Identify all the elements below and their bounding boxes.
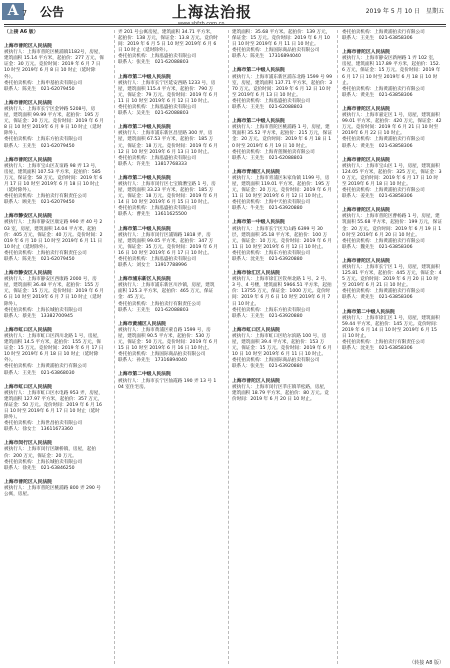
notice-body: 被执行人：上海市浦东新区昌里路 300 弄，房屋，建筑面积 67.53 平方米，起拍价：185 万元，保证金：18 万元。竞价时间：2019 年 6 月 12 日 10 时至 2019年 6 月 13 日 10 时止。 委托拍卖机构：上海泓盛拍卖有限公司 联系人：许先生 13817768333 [118, 131, 218, 167]
notice-body: 被执行人：上海市静安区新闸路 1 弄 102 室，房屋，建筑面积 117.89 平方米，起拍价：152.6 万元，保证金：15 万元。竞价时间：2019 年 6 月 17 日 10 时至 2019年 6 月 18 日 10 时止。 委托拍卖机构：上海黄浦拍卖行有限公司 联系人：黄先生 021-63858306 [342, 56, 441, 98]
header-rule [4, 24, 446, 25]
court-name: 上海市普陀区人民法院 [342, 50, 390, 56]
notice-body: 被执行人：上海市闵行区浦锦路 1818 弄，房屋，建筑面积 99.05 平方米，起拍价：347 万元，保证金：35 万元。竞价时间：2019 年 6 月 16 日 10 时至 2019年 6 月 17 日 10 时止。 委托拍卖机构：上海泓盛拍卖有限公司 联系人：刘女士 13917788996 [118, 232, 218, 269]
notice-body: 弄 201 号公寓房屋，建筑面积 34.71 平方米，起拍价：138 万元，保证金：13.8 万元。竞价时间：2019 年 6 月 5 日 10 时至 2019年 6 月 6 日 10 时止（延时除外）。 委托拍卖机构：上海泓盛拍卖有限公司 联系人：张先生 021-62088803 [118, 30, 219, 66]
notice-body: 被执行人：上海市普陀区桃浦路 1 号，房屋，建筑面积 35.52 平方米，起拍价：215 万元，保证金：20 万元。竞价时间：2019 年 6 月 18 日 10 时至 2019年 6 月 19 日 10 时止。 委托拍卖机构：上海青莲阁拍卖有限公司 联系人：王先生 021-62088803 [232, 125, 332, 161]
court-name: 上海市普陀区人民法院 [4, 157, 52, 163]
court-name: 上海市第二中级人民法院 [118, 125, 171, 131]
column-divider [114, 30, 115, 664]
auction-notice [232, 30, 332, 60]
auction-notice [118, 322, 218, 365]
auction-notice [118, 30, 218, 67]
notice-body: 被执行人：上海市长宁区 1 号，房屋，建筑面积 125.81 平方米，起拍价：445 万元，保证金：45 万元。竞价时间：2019 年 6 月 20 日 10 时至 2019年 6 月 21 日 10 时止。 委托拍卖机构：上海黄浦拍卖行有限公司 联系人：黄先生 021-63858306 [342, 265, 442, 301]
auction-notice [232, 379, 332, 403]
court-name: 上海市第二中级人民法院 [118, 74, 171, 80]
notice-body: 被执行人：上海市静安区西康路 2000 号，房屋，建筑面积 36.48 平方米，起拍价：155 万元，保证金：15 万元。竞价时间：2019 年 6 月 6 日 10 时至 2019年 6 月 7 日 10 时止（延时除外）。 委托拍卖机构：上海长城拍卖有限公司 联系人：蔡先生 13382700945 [4, 277, 104, 319]
notice-body: 被执行人：上海市普陀区曹杨路 1 号，房屋，建筑面积 55.68 平方米，起拍价：199 万元，保证金：20 万元。竞价时间：2019 年 6 月 19 日 10 时至 2019年 6 月 20 日 10 时止。 委托拍卖机构：上海黄浦拍卖行有限公司 联系人：魏先生 021-63858306 [342, 214, 442, 250]
auction-notice [118, 75, 218, 118]
court-name: 上海市第二中级人民法院 [342, 309, 395, 315]
page-badge [2, 3, 34, 20]
auction-notice [342, 310, 442, 353]
auction-notice [232, 170, 332, 213]
court-name: 上海市第二中级人民法院 [232, 68, 285, 74]
auction-notice [342, 208, 442, 251]
notice-body: 被执行人：上海市普陀区桃浦路 800 弄 290 号公寓，房屋。 [4, 485, 101, 497]
court-name: 上海市普陀区人民法院 [4, 44, 52, 50]
auction-notice [342, 30, 442, 42]
auction-notice [4, 328, 104, 377]
court-name: 上海市普陀区人民法院 [342, 157, 390, 163]
column-2 [118, 30, 218, 664]
court-name: 上海市第一中级人民法院 [232, 220, 285, 226]
notice-body: 被执行人：上海市长宁区仙霞路 190 弄 13 号 104 室住宅房。 [118, 378, 217, 390]
court-name: 上海市普陀区人民法院 [4, 479, 52, 485]
notice-body: 被执行人：上海市嘉定区 1 号，房屋，建筑面积 99.01 平方米，起拍价：420 万元，保证金：42 万元。竞价时间：2019 年 6 月 21 日 10 时至 2019年 6 月 22 日 10 时止。 委托拍卖机构：上海黄浦拍卖行有限公司 联系人：黄先生 021-63858306 [342, 113, 442, 149]
notice-body: 被执行人：上海市虹口区四川北路 1 号，房屋，建筑面积 14.5 平方米，起拍价：155 万元，保证金：15 万元。竞价时间：2019 年 6 月 17 日 10 时至 2019年 6 月 18 日 10 时止（延时除外）。 委托拍卖机构：上海黄浦拍卖行有限公司 联系人：王先生 021-63868030 [4, 333, 104, 376]
court-name: 上海市普陀区人民法院 [342, 208, 390, 214]
notice-columns [4, 30, 446, 664]
court-name: 上海市普陀区人民法院 [232, 378, 280, 384]
auction-notice [118, 277, 218, 314]
court-name: 上海市普陀区人民法院 [342, 106, 390, 112]
auction-notice [4, 44, 104, 93]
auction-notice [232, 328, 332, 371]
notice-body: 被执行人：上海市长宁区金钟路 5208号，房屋，建筑面积 99.99 平方米，起拍价：195 万元，保证金：20 万元。竞价时间：2019 年 6 月 8 日 10 时至 2019年 6 月 9 日 10 时止（延时除外）。 委托拍卖机构：上海东方拍卖有限公司 联系人：王先生 021-62079450 [4, 106, 104, 149]
column-divider [228, 30, 229, 664]
court-name: 上海市虹口区人民法院 [232, 327, 280, 333]
newspaper-header [0, 0, 450, 23]
court-name: 上海市黄浦区人民法院 [118, 321, 166, 327]
auction-notice [342, 158, 442, 201]
auction-notice [4, 101, 104, 150]
notice-body: 被执行人：上海市徐汇区钦州北路 1 号、2 号、3 号、4 号楼，建筑面积 5966.51 平方米，起拍价：13755 万元，保证金：1000 万元。竞价时间：2019 年 6 月 6 日 10 时至 2019年 6 月 7 日 10 时止。 委托拍卖机构：上海东方拍卖有限公司 联系人：王先生 021-63920880 [232, 277, 332, 319]
notice-body: 被执行人：上海市虹口区哈尔滨路 100 号，房屋，建筑面积 39.4 平方米，起拍价：153 万元，保证金：15 万元。竞价时间：2019 年 6 月 10 日 10 时至 2019年 6 月 11 日 10 时止。 委托拍卖机构：上海国际商品拍卖有限公司 联系人：张先生 021-63920880 [232, 333, 332, 370]
continued-note: （转接 A8 版） [409, 660, 444, 666]
court-name: 上海市青浦区人民法院 [232, 169, 280, 175]
issue-date: 2019 年 5 月 10 日 星期五 [365, 8, 444, 15]
auction-notice [232, 119, 332, 162]
court-name: 上海市静安区人民法院 [4, 271, 52, 277]
column-divider [337, 30, 338, 664]
notice-body: 被执行人：上海市虹口区水电路 953 弄，房屋，建筑面积 127.97 平方米，起拍价：357 万元，保证金：50 万元。竞价时间：2019 年 6 月 16 日 10 时至 2019年 6 月 17 日 10 时止（延时除外）。 委托拍卖机构：上海世昌拍卖有限公司 联系人：徐女士 13611673360 [4, 390, 103, 433]
auction-notice [232, 68, 332, 111]
notice-body: 被执行人：上海市青浦区朱家角镇 1199 号，房屋，建筑面积 119.01 平方米，起拍价：195 万元，保证金：20 万元。竞价时间：2019 年 6 月 11 日 10 时至 2019年 6 月 12 日 10 时止。 委托拍卖机构：上海中天拍卖有限公司 联系人：牛先生 021-63920880 [232, 175, 332, 212]
notice-body: 被执行人：上海市闵行区莘庄镇莘松路，房屋，建筑面积 18.79 平方米，起拍价：80 万元。竞价时间：2019 年 6 月 20 日 10 时止。 [232, 384, 329, 402]
court-name: 上海市静安区人民法院 [4, 214, 52, 220]
notice-body: 被执行人：上海市长宁区天山路 6399 号 30 层，建筑面积 35.18 平方米，起拍价：100 万元，保证金：10 万元。竞价时间：2019 年 6 月 11 日 10 时至 2019年 6 月 12 日 10 时止。 委托拍卖机构：上海东方拍卖有限公司 联系人：沈先生 021-63920880 [232, 226, 332, 262]
court-name: 上海市虹口区人民法院 [4, 384, 52, 390]
auction-notice [342, 259, 442, 302]
notice-body: 被执行人：上海市浦东新区浦东北路 1599 号 99 室，房屋，建筑面积 137.71 平方米，起拍价：370 万元。竞价时间：2019 年 6 月 12 日 10 时至 2019年 6 月 13 日 10 时止。 委托拍卖机构：上海泓盛拍卖有限公司 联系人：王先生 021-62088803 [232, 74, 333, 111]
auction-notice [4, 214, 104, 263]
court-name: 上海市浦东新区人民法院 [118, 277, 171, 283]
notice-body: 被执行人：上海市徐汇区 1 号，房屋，建筑面积 59.44 平方米，起拍价：145 万元。竞价时间：2019 年 6 月 14 日 10 时至 2019年 6 月 15 日 10 时止。 委托拍卖机构：上海拍卖行有限责任公司 联系人：沈先生 021-63858306 [342, 315, 441, 352]
notice-body: 被执行人：上海市普陀区桃浦镇1182号，房屋，建筑面积 15.14 平方米，起拍价：277 万元，保证金：30 万元。竞价时间：2019 年 6 月 7 日 10 时至 2019年 6 月 8 日 10 时止（延时除外）。 委托拍卖机构：上海申基拍卖有限公司 联系人：陈先生 021-62079450 [4, 50, 104, 92]
notice-body: 被执行人：上海市黄浦区蒙自路 1599 号，房屋，建筑面积 90.5 平方米，起拍价：530 万元，保证金：50 万元。竞价时间：2019 年 6 月 15 日 10 时至 2019年 6 月 16 日 10 时止。 委托拍卖机构：上海国际商品拍卖有限公司 联系人：孙先生 17316894040 [118, 327, 218, 364]
court-name: 上海市虹口区人民法院 [4, 327, 52, 333]
auction-notice [4, 30, 104, 36]
court-name: 上海市第二中级人民法院 [118, 226, 171, 232]
notice-body: 被执行人：上海市浦东新区川沙镇，房屋，建筑面积 125.3 平方米，起拍价：465 万元，保证金：45 万元。 委托拍卖机构：上海拍卖行有限责任公司 联系人：王先生 021-62088803 [118, 283, 215, 313]
auction-notice [342, 107, 442, 150]
notice-body: 委托拍卖机构：上海黄浦拍卖行有限公司 联系人：王先生 021-63858306 [342, 30, 425, 42]
auction-notice [118, 125, 218, 168]
notice-body: 被执行人：上海市闵行区七宝镇漕宝路 1 号，房屋，建筑面积 33.23 平方米，起拍价：185 万元，保证金：18 万元。竞价时间：2019 年 6 月 14 日 10 时至 2019年 6 月 15 日 10 时止。 委托拍卖机构：上海泓盛拍卖有限公司 联系人：曹先生 13611625500 [118, 181, 218, 218]
auction-notice [4, 441, 104, 471]
court-name: 上海市普陀区人民法院 [4, 100, 52, 106]
section-title: 公告 [40, 5, 65, 19]
column-4 [342, 30, 442, 664]
page-letter: A [2, 3, 24, 20]
auction-notice [118, 227, 218, 270]
masthead-logo: 上海法治报 [172, 3, 253, 21]
auction-notice [342, 50, 442, 99]
notice-body: 被执行人：上海市静安区康定路 990 弄 40 号 203 室，房屋，建筑面积 14.04 平方米，起拍价：405 万元，保证金：40 万元。竞价时间：2019 年 6 月 10 日 10 时至 2019年 6 月 11 日 10 时止（延时除外）。 委托拍卖机构：上海拍卖行有限责任公司 联系人：陈先生 021-62079450 [4, 220, 103, 262]
court-name: 上海市普陀区人民法院 [342, 258, 390, 264]
court-name: 上海市第二中级人民法院 [232, 119, 285, 125]
notice-body: 被执行人：上海市宝山区 1 号，房屋，建筑面积 124.05 平方米，起拍价：325 万元，保证金：30 万元。竞价时间：2019 年 6 月 17 日 10 时至 2019年 6 月 18 日 10 时止。 委托拍卖机构：上海黄浦拍卖行有限公司 联系人：姜先生 021-63858306 [342, 163, 442, 200]
notice-body: 被执行人：上海市长宁区延安西路 1233 号，房屋，建筑面积 115.4 平方米，起拍价：790 万元，保证金：79 万元。竞价时间：2019 年 6 月 11 日 10 时至 2019年 6 月 12 日 10 时止。 委托拍卖机构：上海泓盛拍卖有限公司 联系人：吴先生 021-62088803 [118, 80, 218, 117]
column-1 [4, 30, 104, 664]
notice-body: 建筑面积：35.68 平方米。起拍价：139 万元，保证金：15 万元。竞价时间：2019 年 6 月 10 日 10 时至 2019年 6 月 11 日 10 时止。 委托拍卖机构：上海国际商品拍卖有限公司 联系人：陈先生 17316894040 [232, 30, 331, 60]
column-3 [232, 30, 332, 664]
notice-body: 被执行人：上海市宝山区友谊路 98 弄 13 号，房屋，建筑面积 107.53 平方米，起拍价：585 万元，保证金：58 万元。竞价时间：2019 年 6 月 17 日 10 时至 2019年 6 月 18 日 10 时止（延时除外）。 委托拍卖机构：上海拍卖行有限责任公司 联系人：顾先生 021-62079450 [4, 163, 103, 206]
auction-notice [4, 271, 104, 320]
court-name: （上接 A6 版） [4, 30, 39, 35]
auction-notice [4, 385, 104, 434]
auction-notice [118, 372, 218, 390]
page-number: 7 [22, 9, 28, 18]
auction-notice [4, 480, 104, 498]
court-name: 上海市闵行区人民法院 [4, 441, 52, 447]
auction-notice [232, 220, 332, 263]
notice-body: 被执行人：上海市闵行区颛桥镇，房屋，起拍价：200 万元，保证金：20 万元。 委托拍卖机构：上海长城拍卖有限公司 联系人：徐先生 021-63846250 [4, 447, 96, 471]
auction-notice [232, 271, 332, 320]
court-name: 上海市徐汇区人民法院 [232, 271, 280, 277]
auction-notice [4, 158, 104, 207]
auction-notice [118, 176, 218, 219]
header-rule-thin [4, 26, 446, 27]
court-name: 上海市第二中级人民法院 [118, 175, 171, 181]
court-name: 上海市第二中级人民法院 [118, 372, 171, 378]
